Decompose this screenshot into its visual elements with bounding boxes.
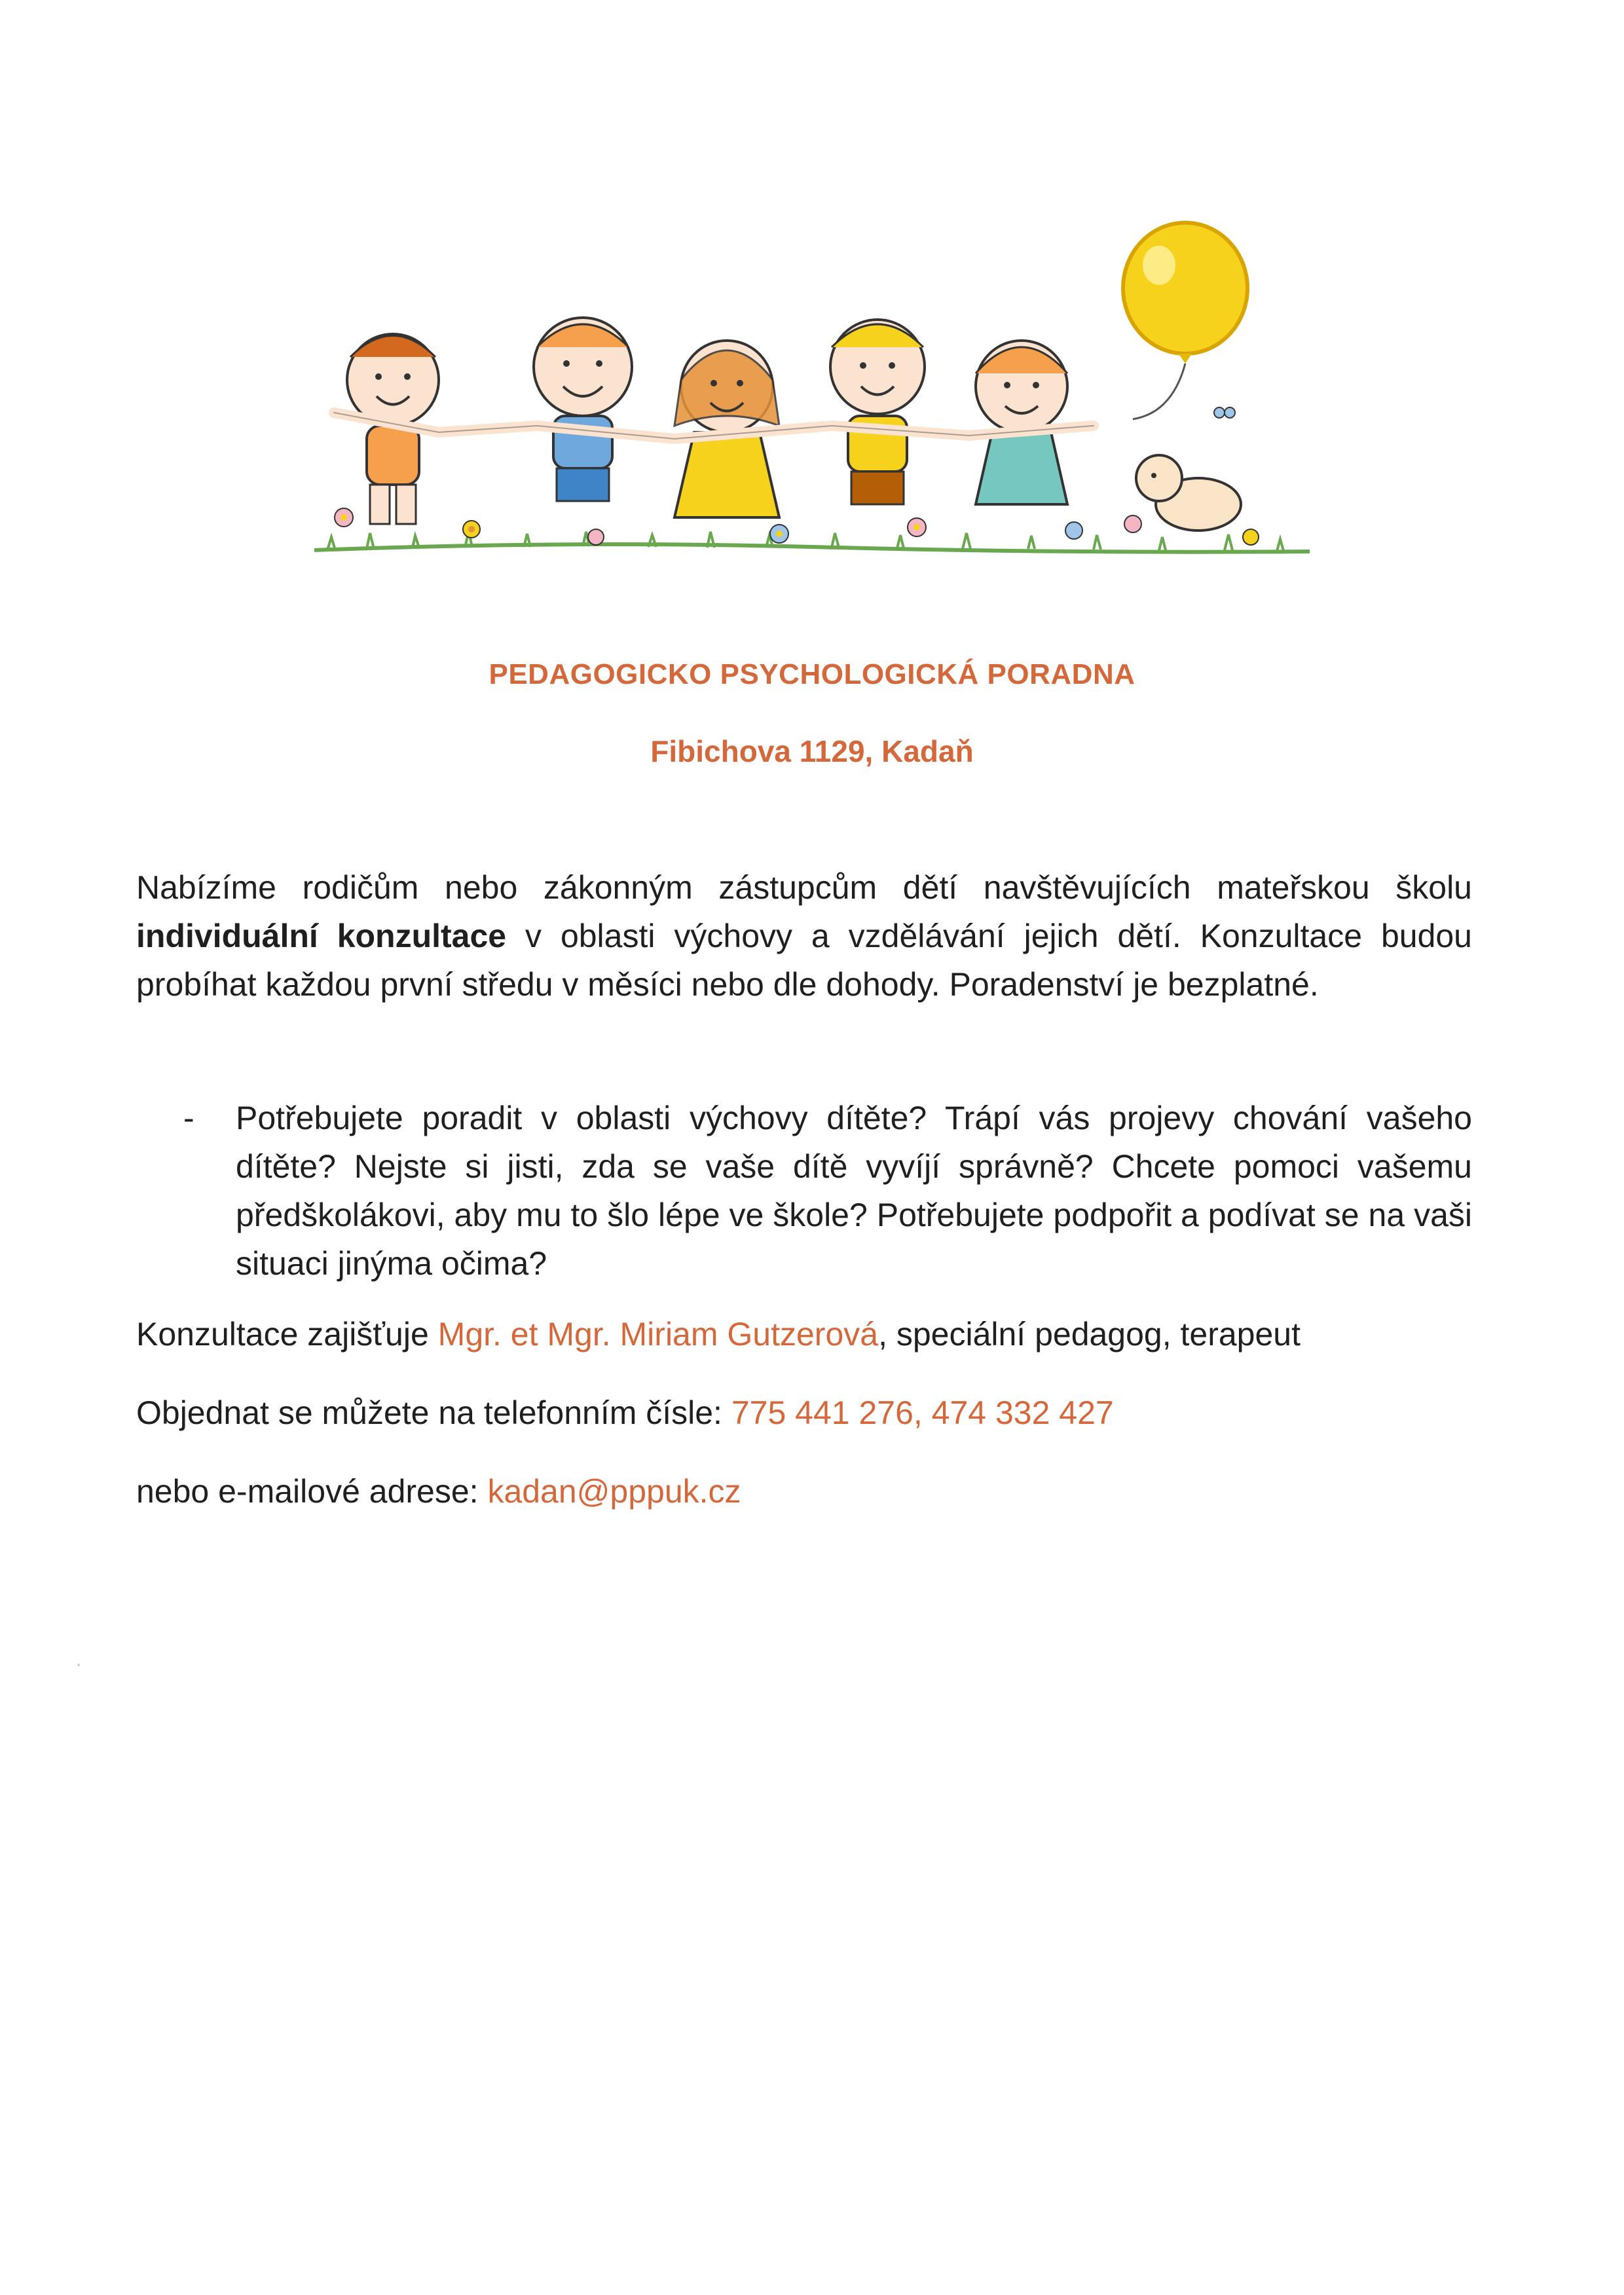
consultant-line — [136, 1310, 1301, 1358]
intro-text-2: v oblasti výchovy a vzdělávání jejich dětí. Konzultace budou probíhat každou první středu v měsíci nebo dle dohody. Poradenství je bezplatné. — [136, 918, 1472, 1003]
dog — [1136, 455, 1241, 531]
child-2 — [534, 318, 632, 501]
balloon — [1123, 223, 1247, 419]
child-5 — [976, 341, 1067, 504]
intro-bold: individuální konzultace — [136, 918, 507, 954]
email-line — [136, 1467, 741, 1516]
address: Fibichova 1129, Kadaň — [650, 734, 974, 768]
child-4 — [830, 320, 925, 504]
phone-numbers[interactable]: 775 441 276, 474 332 427 — [731, 1394, 1114, 1431]
flowers — [335, 508, 1259, 545]
page-title: PEDAGOGICKO PSYCHOLOGICKÁ PORADNA — [489, 658, 1135, 690]
phone-line — [136, 1389, 1114, 1437]
consultant-suffix: , speciální pedagog, terapeut — [878, 1316, 1301, 1353]
email-link[interactable]: kadan@pppuk.cz — [487, 1473, 741, 1510]
phone-prefix: Objednat se můžete na telefonním čísle: — [136, 1394, 731, 1431]
butterfly — [1214, 407, 1235, 418]
bullet-dash: - — [183, 1100, 194, 1136]
bullet-item — [183, 1094, 1472, 1288]
email-prefix: nebo e-mailové adrese: — [136, 1473, 488, 1510]
intro-text-1: Nabízíme rodičům nebo zákonným zástupcům dětí navštěvujících mateřskou školu — [136, 869, 1472, 906]
consultant-name: Mgr. et Mgr. Miriam Gutzerová — [437, 1316, 879, 1353]
intro-paragraph — [136, 863, 1472, 1009]
scan-speck — [77, 1664, 80, 1666]
children-illustration — [308, 216, 1316, 570]
bullet-text: Potřebujete poradit v oblasti výchovy dítěte? Trápí vás projevy chování vašeho dítěte? Nejste si jisti, zda se vaše dítě vyvíjí správně? Chcete pomoci vašemu předškolákovi, aby mu to šlo lépe ve škole? Potřebujete podpořit a podívat se na vaši situaci jinýma očima? — [236, 1100, 1472, 1282]
consultant-prefix: Konzultace zajišťuje — [136, 1316, 438, 1353]
